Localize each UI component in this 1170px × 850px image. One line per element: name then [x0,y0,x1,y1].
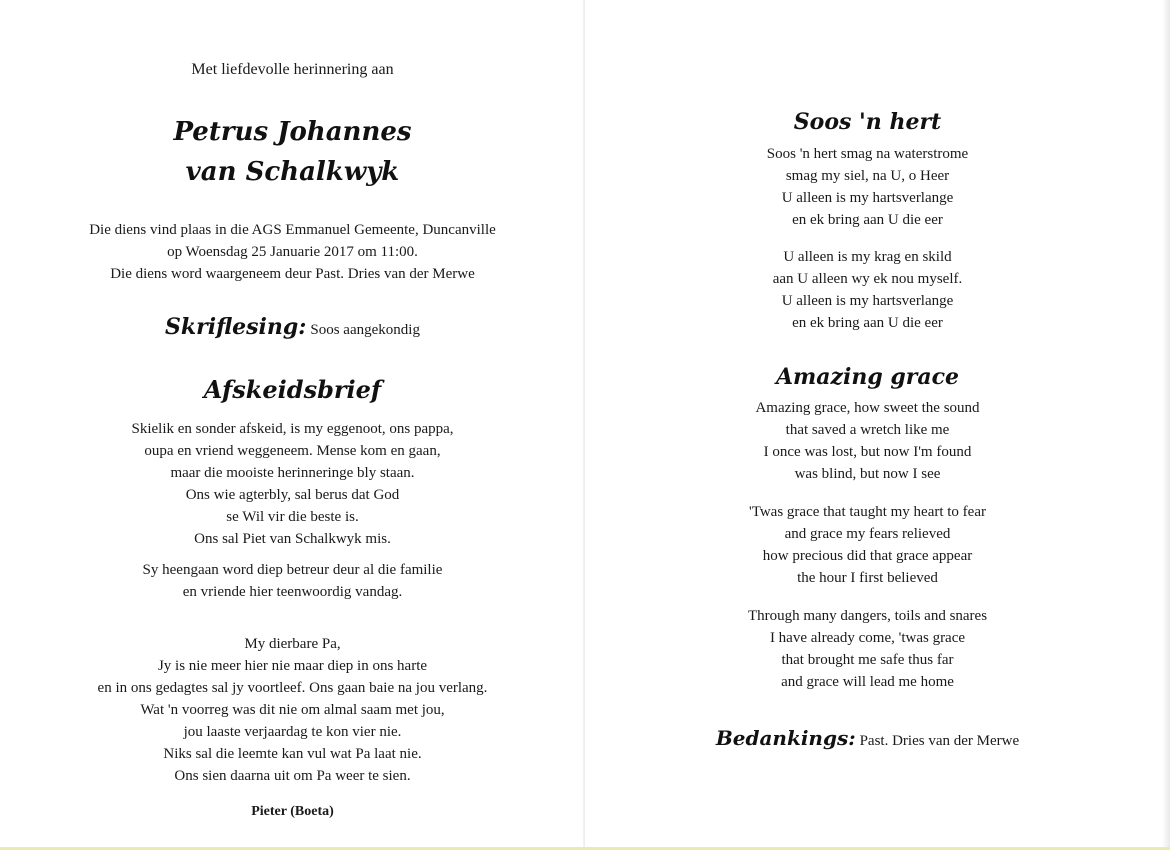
hymn-title-amazing-grace: Amazing grace [775,364,960,390]
service-line: Die diens word waargeneem deur Past. Dries van der Merwe [110,266,475,282]
text-line: en in ons gedagtes sal jy voortleef. Ons gaan baie na jou verlang. [97,680,488,696]
text-line: Jy is nie meer hier nie maar diep in ons harte [157,658,428,674]
text-line: en ek bring aan U die eer [792,315,943,331]
hymn-verse [585,246,1150,334]
text-line: en vriende hier teenwoordig vandag. [182,584,403,600]
acknowledgements [585,726,1150,750]
text-line: Ons wie agterbly, sal berus dat God [185,487,400,503]
text-line: 'Twas grace that taught my heart to fear [749,504,986,520]
intro-text: Met liefdevolle herinnering aan [191,61,394,78]
text-line: I once was lost, but now I'm found [763,444,972,460]
text-line: oupa en vriend weggeneem. Mense kom en gaan, [144,443,441,459]
text-line: jou laaste verjaardag te kon vier nie. [183,724,402,740]
text-line: en ek bring aan U die eer [792,212,943,228]
scripture-value: Soos aangekondig [310,322,420,338]
text-line: that brought me safe thus far [781,652,954,668]
acknowledgements-label: Bedankings: [715,726,856,750]
text-line: Sy heengaan word diep betreur deur al die familie [142,562,443,578]
hymn-verse [585,501,1150,589]
text-line: aan U alleen wy ek nou myself. [772,271,963,287]
text-line: Niks sal die leemte kan vul wat Pa laat nie. [163,746,422,762]
text-line: Ons sal Piet van Schalkwyk mis. [194,531,391,547]
scripture-label: Skriflesing: [165,314,307,340]
hymn-verse [585,397,1150,485]
text-line: and grace will lead me home [781,674,954,690]
text-line: Wat 'n voorreg was dit nie om almal saam met jou, [140,702,445,718]
hymn-verse [585,143,1150,231]
hymn-title-soos-n-hert: Soos 'n hert [793,109,942,135]
text-line: Skielik en sonder afskeid, is my eggenoot, ons pappa, [131,421,454,437]
deceased-name [0,112,585,192]
text-line: U alleen is my hartsverlange [781,293,954,309]
text-line: the hour I first believed [797,570,938,586]
letter-to-father [0,633,585,787]
text-line: that saved a wretch like me [785,422,950,438]
text-line: Amazing grace, how sweet the sound [755,400,980,416]
text-line: Through many dangers, toils and snares [747,608,988,624]
text-line: Ons sien daarna uit om Pa weer te sien. [174,768,411,784]
text-line: U alleen is my krag en skild [783,249,952,265]
scan-edge-shadow [1162,0,1170,850]
text-line: Soos 'n hert smag na waterstrome [766,146,969,162]
service-details [0,219,585,285]
service-line: op Woensdag 25 Januarie 2017 om 11:00. [167,244,418,260]
text-line: was blind, but now I see [794,466,941,482]
name-line-1: Petrus Johannes [173,117,412,147]
letter-signoff: Pieter (Boeta) [251,804,334,819]
farewell-paragraph-1 [0,418,585,550]
name-line-2: van Schalkwyk [185,157,400,187]
text-line: U alleen is my hartsverlange [781,190,954,206]
farewell-letter-title: Afskeidsbrief [203,375,382,404]
text-line: and grace my fears relieved [784,526,951,542]
text-line: maar die mooiste herinneringe bly staan. [170,465,415,481]
text-line: se Wil vir die beste is. [226,509,359,525]
text-line: how precious did that grace appear [762,548,973,564]
text-line: My dierbare Pa, [244,636,341,652]
text-line: smag my siel, na U, o Heer [785,168,950,184]
service-line: Die diens vind plaas in die AGS Emmanuel Gemeente, Duncanville [89,222,496,238]
farewell-paragraph-2 [0,559,585,603]
acknowledgements-value: Past. Dries van der Merwe [859,733,1020,749]
text-line: I have already come, 'twas grace [769,630,966,646]
hymn-verse [585,605,1150,693]
scripture-reading [0,314,585,340]
